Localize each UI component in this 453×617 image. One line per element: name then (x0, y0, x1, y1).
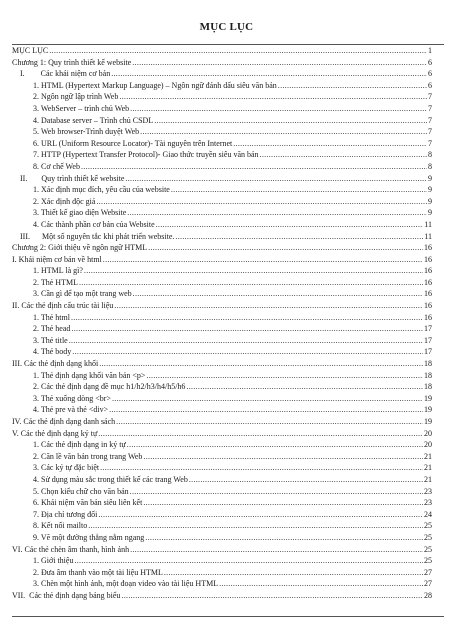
dot-leader (125, 173, 427, 185)
dot-leader (189, 474, 423, 486)
dot-leader (132, 57, 427, 69)
dot-leader (99, 358, 423, 370)
toc-entry[interactable] (12, 173, 432, 185)
toc-entry-text: V. Các thẻ định dạng ký tự (12, 428, 98, 438)
toc-entry[interactable] (12, 207, 432, 219)
dot-leader (109, 404, 423, 416)
toc-entry-page: 8 (428, 150, 432, 160)
dot-leader (98, 428, 423, 440)
toc-entry[interactable] (12, 277, 432, 289)
toc-entry-page: 18 (424, 370, 432, 380)
dot-leader (121, 590, 423, 602)
toc-entry-text: VII. Các thẻ định dạng bảng biểu (12, 590, 121, 600)
dot-leader (96, 196, 427, 208)
dot-leader (112, 393, 423, 405)
toc-entry-page: 24 (424, 509, 432, 519)
dot-leader (133, 288, 423, 300)
toc-entry[interactable] (12, 219, 432, 231)
toc-entry-text: I. Các khái niệm cơ bản (20, 69, 111, 79)
dot-leader (148, 242, 423, 254)
toc-entry-page: 16 (424, 266, 432, 276)
dot-leader (88, 520, 423, 532)
toc-entry[interactable] (12, 497, 432, 509)
toc-entry-text: 7. Địa chỉ tương đối (33, 509, 98, 519)
dot-leader (69, 335, 423, 347)
dot-leader (143, 497, 423, 509)
dot-leader (111, 68, 427, 80)
toc-entry[interactable] (12, 416, 432, 428)
toc-entry-text: 2. Đưa âm thanh vào một tài liệu HTML (33, 567, 163, 577)
toc-list (12, 45, 432, 602)
toc-entry[interactable] (12, 578, 432, 590)
dot-leader (233, 138, 427, 150)
toc-entry[interactable] (12, 45, 432, 57)
toc-entry-text: 1. Thẻ định dạng khối văn bản <p> (33, 370, 146, 380)
toc-entry[interactable] (12, 451, 432, 463)
dot-leader (219, 578, 423, 590)
toc-entry-page: 7 (428, 115, 432, 125)
toc-entry[interactable] (12, 370, 432, 382)
toc-entry-text: 4. Database server – Trình chủ CSDL (33, 115, 154, 125)
toc-entry-text: 4. Sử dụng màu sắc trong thiết kế các trang Web (33, 474, 188, 484)
dot-leader (72, 346, 423, 358)
dot-leader (140, 126, 427, 138)
toc-entry-text: 3. Thẻ xuống dòng <br> (33, 393, 111, 403)
dot-leader (145, 532, 423, 544)
toc-entry-page: 8 (428, 161, 432, 171)
toc-entry-text: MỤC LỤC (12, 46, 49, 55)
toc-entry-page: 19 (424, 417, 432, 426)
toc-entry-text: 4. Thẻ body (33, 347, 72, 357)
toc-entry-text: 3. Thiết kế giao diện Website (33, 208, 127, 218)
toc-entry-text: 7. HTTP (Hypertext Transfer Protocol)- Giao thức truyền siêu văn bản (33, 150, 259, 160)
toc-entry-page: 17 (424, 335, 432, 345)
dot-leader (130, 486, 423, 498)
toc-entry-page: 6 (428, 57, 432, 67)
toc-entry[interactable] (12, 149, 432, 161)
toc-entry-page: 16 (424, 301, 432, 311)
toc-entry-page: 16 (424, 254, 432, 264)
toc-entry[interactable] (12, 439, 432, 451)
toc-entry-page: 17 (424, 347, 432, 357)
toc-entry[interactable] (12, 312, 432, 324)
toc-entry-page: 6 (428, 80, 432, 90)
toc-entry-text: 3. Chèn một hình ảnh, một đoạn video vào tài liệu HTML (33, 579, 219, 589)
toc-entry[interactable] (12, 80, 432, 92)
toc-entry-text: IV. Các thẻ định dạng danh sách (12, 417, 116, 426)
toc-entry-page: 17 (424, 324, 432, 334)
toc-entry-text: 3. WebServer – trình chủ Web (33, 103, 130, 113)
toc-entry-text: II. Quy trình thiết kế website (20, 173, 125, 183)
toc-entry-text: 8. Cơ chế Web (33, 161, 80, 171)
toc-entry[interactable] (12, 184, 432, 196)
toc-entry-page: 27 (424, 567, 432, 577)
toc-entry[interactable] (12, 91, 432, 103)
toc-entry-page: 1 (428, 46, 432, 55)
toc-entry-page: 19 (424, 393, 432, 403)
dot-leader (103, 254, 423, 266)
toc-entry[interactable] (12, 242, 432, 254)
toc-entry-page: 25 (424, 532, 432, 542)
toc-entry-page: 11 (424, 231, 432, 241)
toc-entry-text: 1. Thẻ html (33, 312, 70, 322)
toc-entry-text: 2. Thẻ head (33, 324, 71, 334)
toc-entry-text: 2. Căn lề văn bản trong trang Web (33, 451, 143, 461)
toc-entry[interactable] (12, 254, 432, 266)
dot-leader (98, 509, 423, 521)
toc-entry[interactable] (12, 288, 432, 300)
dot-leader (49, 45, 427, 57)
dot-leader (127, 439, 423, 451)
toc-entry-page: 25 (424, 521, 432, 531)
toc-entry-text: 3. Các ký tự đặc biệt (33, 463, 100, 473)
toc-entry-page: 20 (424, 428, 432, 438)
toc-entry-text: 2. Các thẻ định dạng đề mục h1/h2/h3/h4/h5/h6 (33, 382, 186, 392)
dot-leader (143, 451, 423, 463)
toc-entry-text: 2. Thẻ HTML (33, 277, 78, 287)
dot-leader (130, 544, 423, 556)
toc-entry-text: Chương 1: Quy trình thiết kế website (12, 57, 132, 67)
toc-entry[interactable] (12, 103, 432, 115)
toc-entry[interactable] (12, 138, 432, 150)
toc-entry-page: 11 (424, 219, 432, 229)
toc-entry-page: 7 (428, 127, 432, 137)
toc-entry-page: 9 (428, 208, 432, 218)
toc-entry-page: 18 (424, 359, 432, 369)
toc-entry[interactable] (12, 532, 432, 544)
toc-entry-text: 4. Các thành phần cơ bản của Website (33, 219, 155, 229)
toc-entry-page: 23 (424, 498, 432, 508)
toc-entry-page: 16 (424, 243, 432, 253)
dot-leader (171, 184, 427, 196)
dot-leader (127, 207, 427, 219)
toc-entry-text: 3. Cần gì để tạo một trang web (33, 289, 132, 299)
toc-entry[interactable] (12, 231, 432, 243)
dot-leader (278, 80, 427, 92)
dot-leader (186, 381, 423, 393)
toc-entry[interactable] (12, 486, 432, 498)
toc-entry[interactable] (12, 462, 432, 474)
toc-entry[interactable] (12, 68, 432, 80)
toc-entry[interactable] (12, 474, 432, 486)
toc-entry-text: 9. Vẽ một đường thẳng nằm ngang (33, 532, 145, 542)
toc-entry[interactable] (12, 300, 432, 312)
toc-entry-page: 20 (424, 440, 432, 450)
toc-entry-text: VI. Các thẻ chèn âm thanh, hình ảnh (12, 544, 130, 554)
toc-entry-text: 3. Thẻ title (33, 335, 68, 345)
toc-entry[interactable] (12, 555, 432, 567)
dot-leader (81, 161, 427, 173)
toc-entry-page: 6 (428, 69, 432, 79)
toc-entry-text: 2. Ngôn ngữ lập trình Web (33, 92, 119, 102)
toc-entry-page: 27 (424, 579, 432, 589)
toc-entry-page: 21 (424, 474, 432, 484)
toc-entry[interactable] (12, 520, 432, 532)
toc-entry-text: 1. Giới thiệu (33, 556, 74, 566)
toc-entry-text: Chương 2: Giới thiệu về ngôn ngữ HTML (12, 243, 148, 253)
dot-leader (156, 219, 424, 231)
toc-title: MỤC LỤC (199, 21, 254, 33)
toc-entry[interactable] (12, 544, 432, 556)
toc-entry[interactable] (12, 126, 432, 138)
toc-entry-page: 18 (424, 382, 432, 392)
toc-entry-page: 16 (424, 312, 432, 322)
toc-entry[interactable] (12, 567, 432, 579)
toc-entry-page: 16 (424, 289, 432, 299)
toc-entry-text: 4. Thẻ pre và thẻ <div> (33, 405, 109, 415)
dot-leader (146, 370, 423, 382)
toc-entry-text: III. Các thẻ định dạng khối (12, 359, 99, 369)
toc-entry-page: 7 (428, 103, 432, 113)
dot-leader (130, 103, 427, 115)
toc-entry[interactable] (12, 115, 432, 127)
toc-entry-page: 19 (424, 405, 432, 415)
toc-entry[interactable] (12, 335, 432, 347)
dot-leader (79, 277, 423, 289)
dot-leader (71, 323, 423, 335)
toc-entry-text: 8. Kết nối mailto (33, 521, 88, 531)
dot-leader (100, 462, 423, 474)
dot-leader (84, 265, 423, 277)
toc-entry[interactable] (12, 428, 432, 440)
dot-leader (116, 416, 423, 428)
dot-leader (260, 149, 427, 161)
toc-entry[interactable] (12, 196, 432, 208)
toc-entry-page: 25 (424, 556, 432, 566)
toc-entry[interactable] (12, 265, 432, 277)
toc-entry-page: 28 (424, 590, 432, 600)
toc-entry-text: 2. Xác định độc giả (33, 196, 96, 206)
toc-entry-text: 5. Web browser-Trình duyệt Web (33, 127, 140, 137)
toc-entry-text: 1. Xác định mục đích, yêu cầu của website (33, 185, 170, 195)
toc-entry-page: 9 (428, 185, 432, 195)
toc-entry-page: 21 (424, 463, 432, 473)
toc-entry-text: II. Các thẻ định cấu trúc tài liệu (12, 301, 114, 311)
dot-leader (175, 231, 423, 243)
toc-entry[interactable] (12, 509, 432, 521)
toc-entry-page: 9 (428, 173, 432, 183)
toc-entry-text: 5. Chọn kiểu chữ cho văn bản (33, 486, 129, 496)
dot-leader (119, 91, 427, 103)
dot-leader (164, 567, 423, 579)
toc-entry[interactable] (12, 590, 432, 602)
toc-entry-page: 25 (424, 544, 432, 554)
toc-entry-page: 16 (424, 277, 432, 287)
toc-entry-text: 1. Các thẻ định dạng in ký tự (33, 440, 126, 450)
toc-entry[interactable] (12, 358, 432, 370)
dot-leader (154, 115, 427, 127)
toc-entry-page: 21 (424, 451, 432, 461)
toc-entry[interactable] (12, 161, 432, 173)
toc-entry[interactable] (12, 323, 432, 335)
toc-entry-text: 1. HTML (Hypertext Markup Language) – Ngôn ngữ đánh dấu siêu văn bản (33, 80, 277, 90)
toc-entry[interactable] (12, 381, 432, 393)
toc-entry-text: 6. Khái niệm văn bản siêu liên kết (33, 498, 143, 508)
dot-leader (114, 300, 423, 312)
toc-entry-text: III. Một số nguyên tắc khi phát triển website. (20, 231, 175, 241)
dot-leader (71, 312, 423, 324)
toc-entry-text: 1. HTML là gì? (33, 266, 83, 276)
toc-entry[interactable] (12, 404, 432, 416)
toc-entry[interactable] (12, 393, 432, 405)
toc-entry[interactable] (12, 57, 432, 69)
toc-entry-text: 6. URL (Uniform Resource Locator)- Tài nguyên trên Internet (33, 138, 233, 148)
toc-entry[interactable] (12, 346, 432, 358)
toc-entry-page: 23 (424, 486, 432, 496)
toc-entry-text: I. Khái niệm cơ bản về html (12, 254, 102, 264)
toc-entry-page: 7 (428, 138, 432, 148)
toc-entry-page: 7 (428, 92, 432, 102)
toc-entry-page: 9 (428, 196, 432, 206)
dot-leader (74, 555, 423, 567)
